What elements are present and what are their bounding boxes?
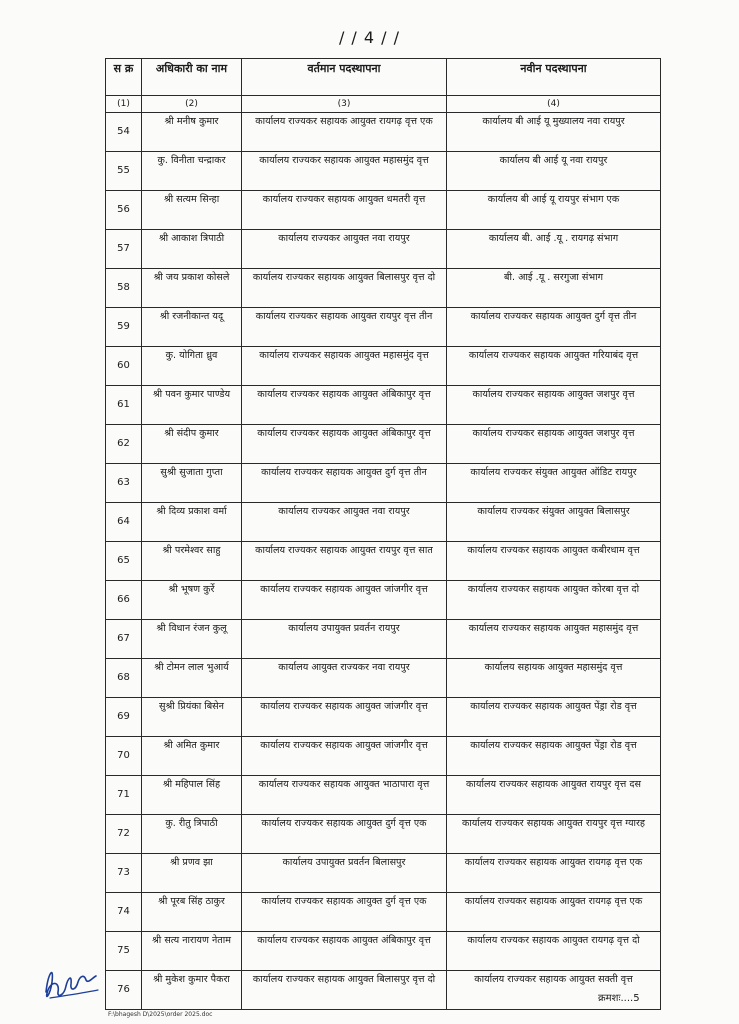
table-row: [106, 581, 661, 620]
serial-cell: 67: [106, 620, 142, 659]
current-posting-cell: कार्यालय राज्यकर सहायक आयुक्त जांजगीर वृत्त: [242, 737, 447, 776]
new-posting-cell: कार्यालय राज्यकर सहायक आयुक्त जशपुर वृत्त: [447, 425, 661, 464]
new-posting-cell: कार्यालय राज्यकर सहायक आयुक्त पेंड्रा रोड वृत्त: [447, 698, 661, 737]
new-posting-cell: कार्यालय राज्यकर संयुक्त आयुक्त बिलासपुर: [447, 503, 661, 542]
serial-cell: 75: [106, 932, 142, 971]
table-row: [106, 542, 661, 581]
current-posting-cell: कार्यालय राज्यकर सहायक आयुक्त अंबिकापुर वृत्त: [242, 932, 447, 971]
new-posting-cell: कार्यालय राज्यकर सहायक आयुक्त पेंड्रा रोड वृत्त: [447, 737, 661, 776]
new-posting-cell: कार्यालय राज्यकर सहायक आयुक्त दुर्ग वृत्त तीन: [447, 308, 661, 347]
current-posting-cell: कार्यालय राज्यकर सहायक आयुक्त रायपुर वृत्त सात: [242, 542, 447, 581]
current-posting-cell: कार्यालय राज्यकर सहायक आयुक्त दुर्ग वृत्त तीन: [242, 464, 447, 503]
current-posting-cell: कार्यालय उपायुक्त प्रवर्तन बिलासपुर: [242, 854, 447, 893]
officer-name-cell: श्री विधान रंजन कुलू: [142, 620, 242, 659]
officer-name-cell: श्री प्रणव झा: [142, 854, 242, 893]
serial-cell: 71: [106, 776, 142, 815]
current-posting-cell: कार्यालय राज्यकर आयुक्त नवा रायपुर: [242, 503, 447, 542]
serial-cell: 69: [106, 698, 142, 737]
current-posting-cell: कार्यालय उपायुक्त प्रवर्तन रायपुर: [242, 620, 447, 659]
current-posting-cell: कार्यालय राज्यकर सहायक आयुक्त भाठापारा वृत्त: [242, 776, 447, 815]
officer-name-cell: कु. विनीता चन्द्राकर: [142, 152, 242, 191]
new-posting-cell: कार्यालय बी. आई .यू . रायगढ़ संभाग: [447, 230, 661, 269]
current-posting-cell: कार्यालय राज्यकर सहायक आयुक्त रायपुर वृत्त तीन: [242, 308, 447, 347]
index-cell: (3): [242, 96, 447, 113]
table-row: [106, 854, 661, 893]
officer-name-cell: श्री पवन कुमार पाण्डेय: [142, 386, 242, 425]
current-posting-cell: कार्यालय राज्यकर सहायक आयुक्त दुर्ग वृत्त एक: [242, 893, 447, 932]
new-posting-cell: कार्यालय राज्यकर सहायक आयुक्त जशपुर वृत्त: [447, 386, 661, 425]
table-row: [106, 932, 661, 971]
serial-cell: 55: [106, 152, 142, 191]
table-row: [106, 503, 661, 542]
serial-cell: 72: [106, 815, 142, 854]
transfer-order-table: [105, 58, 661, 1010]
current-posting-cell: कार्यालय आयुक्त राज्यकर नवा रायपुर: [242, 659, 447, 698]
officer-name-cell: श्री सत्य नारायण नेताम: [142, 932, 242, 971]
officer-name-cell: श्री भूषण कुर्रे: [142, 581, 242, 620]
current-posting-cell: कार्यालय राज्यकर सहायक आयुक्त अंबिकापुर वृत्त: [242, 425, 447, 464]
new-posting-cell: कार्यालय राज्यकर सहायक आयुक्त कबीरधाम वृत्त: [447, 542, 661, 581]
table-row: [106, 347, 661, 386]
officer-name-cell: श्री मुकेश कुमार पैकरा: [142, 971, 242, 1010]
officer-name-cell: श्री टोमन लाल भुआर्य: [142, 659, 242, 698]
header-officer-name: अधिकारी का नाम: [142, 59, 242, 96]
header-serial-no: स क्र: [106, 59, 142, 96]
serial-cell: 66: [106, 581, 142, 620]
officer-name-cell: श्री सत्यम सिन्हा: [142, 191, 242, 230]
officer-name-cell: श्री पूरब सिंह ठाकुर: [142, 893, 242, 932]
new-posting-cell: कार्यालय बी आई यू नवा रायपुर: [447, 152, 661, 191]
serial-cell: 74: [106, 893, 142, 932]
table-row: [106, 152, 661, 191]
header-new-posting: नवीन पदस्थापना: [447, 59, 661, 96]
officer-name-cell: श्री दिव्य प्रकाश वर्मा: [142, 503, 242, 542]
file-path: F:\bhagesh D\2025\order 2025.doc: [108, 1011, 213, 1018]
serial-cell: 56: [106, 191, 142, 230]
new-posting-cell: कार्यालय राज्यकर सहायक आयुक्त सक्ती वृत्त: [447, 971, 661, 1010]
serial-cell: 62: [106, 425, 142, 464]
new-posting-cell: कार्यालय राज्यकर सहायक आयुक्त रायगढ़ वृत्त एक: [447, 893, 661, 932]
table-row: [106, 737, 661, 776]
new-posting-cell: कार्यालय राज्यकर सहायक आयुक्त रायगढ़ वृत्त एक: [447, 854, 661, 893]
serial-cell: 73: [106, 854, 142, 893]
new-posting-cell: कार्यालय राज्यकर सहायक आयुक्त महासमुंद वृत्त: [447, 620, 661, 659]
column-index-row: [106, 96, 661, 113]
table-row: [106, 191, 661, 230]
current-posting-cell: कार्यालय राज्यकर आयुक्त नवा रायपुर: [242, 230, 447, 269]
officer-name-cell: सुश्री सुजाता गुप्ता: [142, 464, 242, 503]
officer-name-cell: श्री रजनीकान्त यदू: [142, 308, 242, 347]
serial-cell: 59: [106, 308, 142, 347]
new-posting-cell: कार्यालय राज्यकर सहायक आयुक्त रायपुर वृत्त ग्यारह: [447, 815, 661, 854]
table-row: [106, 386, 661, 425]
header-current-posting: वर्तमान पदस्थापना: [242, 59, 447, 96]
current-posting-cell: कार्यालय राज्यकर सहायक आयुक्त महासमुंद वृत्त: [242, 347, 447, 386]
new-posting-cell: कार्यालय राज्यकर संयुक्त आयुक्त ऑडिट रायपुर: [447, 464, 661, 503]
officer-name-cell: श्री परमेश्वर साहु: [142, 542, 242, 581]
current-posting-cell: कार्यालय राज्यकर सहायक आयुक्त जांजगीर वृत्त: [242, 698, 447, 737]
new-posting-cell: कार्यालय राज्यकर सहायक आयुक्त गरियाबंद वृत्त: [447, 347, 661, 386]
table-row: [106, 269, 661, 308]
serial-cell: 57: [106, 230, 142, 269]
table-row: [106, 620, 661, 659]
index-cell: (1): [106, 96, 142, 113]
new-posting-cell: कार्यालय राज्यकर सहायक आयुक्त रायगढ़ वृत्त दो: [447, 932, 661, 971]
current-posting-cell: कार्यालय राज्यकर सहायक आयुक्त रायगढ़ वृत्त एक: [242, 113, 447, 152]
index-cell: (4): [447, 96, 661, 113]
current-posting-cell: कार्यालय राज्यकर सहायक आयुक्त दुर्ग वृत्त एक: [242, 815, 447, 854]
serial-cell: 54: [106, 113, 142, 152]
table-row: [106, 776, 661, 815]
serial-cell: 63: [106, 464, 142, 503]
serial-cell: 70: [106, 737, 142, 776]
new-posting-cell: कार्यालय सहायक आयुक्त महासमुंद वृत्त: [447, 659, 661, 698]
page-number-marker: / / 4 / /: [338, 28, 401, 47]
officer-name-cell: श्री अमित कुमार: [142, 737, 242, 776]
current-posting-cell: कार्यालय राज्यकर सहायक आयुक्त धमतरी वृत्त: [242, 191, 447, 230]
continuation-marker: क्रमशः....5: [598, 993, 640, 1004]
serial-cell: 58: [106, 269, 142, 308]
table-row: [106, 971, 661, 1010]
serial-cell: 76: [106, 971, 142, 1010]
serial-cell: 68: [106, 659, 142, 698]
officer-name-cell: श्री महिपाल सिंह: [142, 776, 242, 815]
new-posting-cell: कार्यालय बी आई यू मुख्यालय नवा रायपुर: [447, 113, 661, 152]
table-row: [106, 230, 661, 269]
serial-cell: 61: [106, 386, 142, 425]
officer-name-cell: सुश्री प्रियंका बिसेन: [142, 698, 242, 737]
officer-name-cell: श्री मनीष कुमार: [142, 113, 242, 152]
new-posting-cell: कार्यालय बी आई यू रायपुर संभाग एक: [447, 191, 661, 230]
index-cell: (2): [142, 96, 242, 113]
officer-name-cell: कु. योगिता ध्रुव: [142, 347, 242, 386]
serial-cell: 65: [106, 542, 142, 581]
officer-name-cell: श्री संदीप कुमार: [142, 425, 242, 464]
new-posting-cell: कार्यालय राज्यकर सहायक आयुक्त कोरबा वृत्त दो: [447, 581, 661, 620]
current-posting-cell: कार्यालय राज्यकर सहायक आयुक्त अंबिकापुर वृत्त: [242, 386, 447, 425]
current-posting-cell: कार्यालय राज्यकर सहायक आयुक्त महासमुंद वृत्त: [242, 152, 447, 191]
table-row: [106, 659, 661, 698]
officer-name-cell: श्री आकाश त्रिपाठी: [142, 230, 242, 269]
table-row: [106, 425, 661, 464]
current-posting-cell: कार्यालय राज्यकर सहायक आयुक्त बिलासपुर वृत्त दो: [242, 269, 447, 308]
table-header-row: [106, 59, 661, 96]
table-row: [106, 113, 661, 152]
officer-name-cell: कु. रीतु त्रिपाठी: [142, 815, 242, 854]
officer-name-cell: श्री जय प्रकाश कोसले: [142, 269, 242, 308]
table-row: [106, 464, 661, 503]
serial-cell: 60: [106, 347, 142, 386]
table-row: [106, 698, 661, 737]
current-posting-cell: कार्यालय राज्यकर सहायक आयुक्त बिलासपुर वृत्त दो: [242, 971, 447, 1010]
table-row: [106, 893, 661, 932]
new-posting-cell: बी. आई .यू . सरगुजा संभाग: [447, 269, 661, 308]
current-posting-cell: कार्यालय राज्यकर सहायक आयुक्त जांजगीर वृत्त: [242, 581, 447, 620]
new-posting-cell: कार्यालय राज्यकर सहायक आयुक्त रायपुर वृत्त दस: [447, 776, 661, 815]
serial-cell: 64: [106, 503, 142, 542]
table-row: [106, 815, 661, 854]
table-row: [106, 308, 661, 347]
signature-mark: [38, 952, 108, 1007]
